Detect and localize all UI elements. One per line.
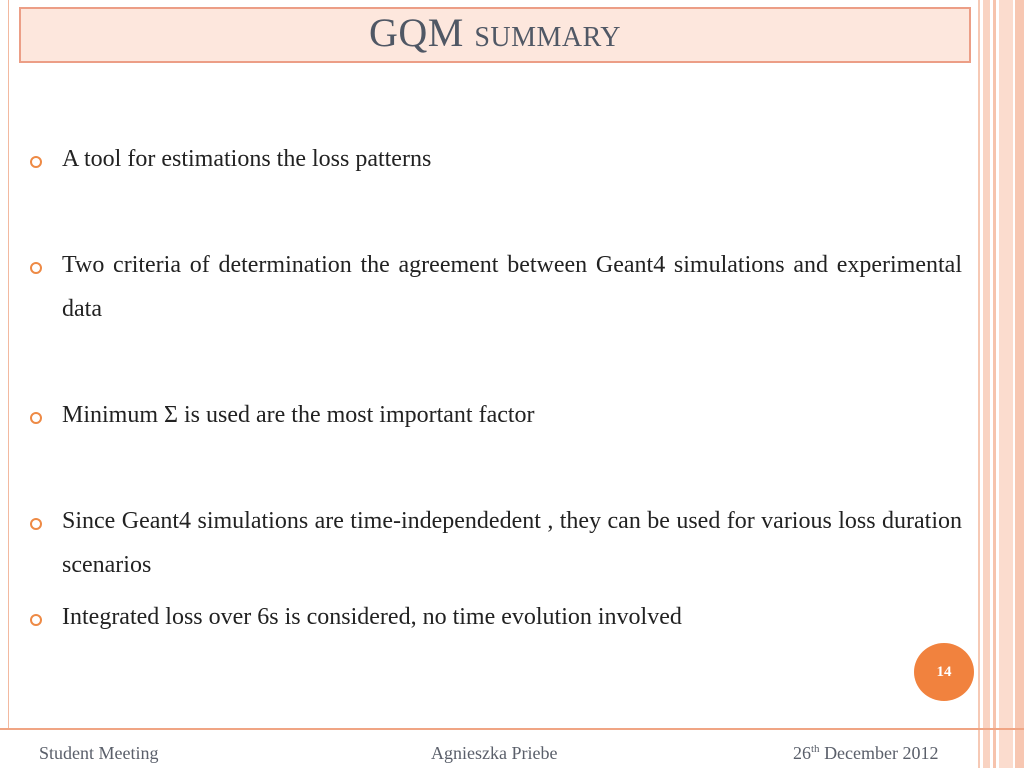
bullet-text: Since Geant4 simulations are time-independedent , they can be used for various loss duration scenarios bbox=[62, 508, 962, 578]
title-main: GQM bbox=[368, 10, 464, 55]
slide-number-badge: 14 bbox=[914, 643, 974, 701]
bullet-text: Two criteria of determination the agreement between Geant4 simulations and experimental data bbox=[62, 252, 962, 322]
decorative-stripe bbox=[993, 0, 996, 768]
bullet-text: A tool for estimations the loss patterns bbox=[62, 146, 432, 172]
bullet-circle-icon bbox=[30, 614, 42, 626]
bullet-text: Integrated loss over 6s is considered, no time evolution involved bbox=[62, 604, 682, 630]
footer-date bbox=[793, 742, 939, 764]
bullet-circle-icon bbox=[30, 262, 42, 274]
footer-date-suffix: th bbox=[811, 743, 820, 755]
footer-date-day: 26 bbox=[793, 743, 811, 763]
bullet-circle-icon bbox=[30, 412, 42, 424]
decorative-stripe bbox=[999, 0, 1013, 768]
decorative-stripe bbox=[1015, 0, 1024, 768]
title-bar bbox=[19, 7, 971, 63]
title-rest: summary bbox=[474, 10, 621, 55]
bullet-circle-icon bbox=[30, 156, 42, 168]
footer-author: Agnieszka Priebe bbox=[431, 743, 558, 763]
left-frame-line bbox=[8, 0, 9, 728]
slide-title bbox=[368, 10, 621, 55]
decorative-stripe bbox=[978, 0, 980, 768]
bullet-circle-icon bbox=[30, 518, 42, 530]
bullet-text: Minimum Σ is used are the most important factor bbox=[62, 402, 535, 428]
footer-date-rest: December 2012 bbox=[819, 743, 939, 763]
footer-divider bbox=[0, 728, 1024, 730]
footer-event: Student Meeting bbox=[39, 743, 159, 763]
decorative-stripe bbox=[983, 0, 990, 768]
